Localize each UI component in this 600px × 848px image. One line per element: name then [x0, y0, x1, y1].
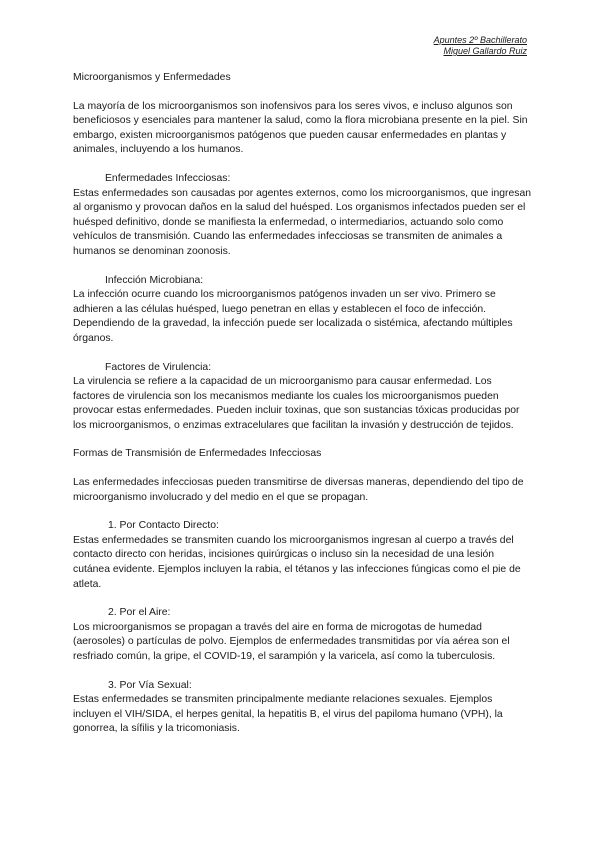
section-virulence-factors — [73, 361, 531, 434]
document-body — [73, 71, 531, 751]
section-microbial-infection — [73, 274, 531, 347]
intro-paragraph-transmission: Las enfermedades infecciosas pueden transmitirse de diversas maneras, dependiendo del tipo de microorganismo involucrado y del medio en el que se propagan. — [73, 477, 524, 503]
paragraph: Estas enfermedades se transmiten principalmente mediante relaciones sexuales. Ejemplos incluyen el VIH/SIDA, el herpes genital, la hepatitis B, el virus del papiloma humano (VPH), la gonorrea, la sífilis y la tricomoniasis. — [73, 694, 503, 735]
section-infectious-diseases — [73, 172, 531, 260]
paragraph: Estas enfermedades son causadas por agentes externos, como los microorganismos, que ingresan al organismo y provocan daños en la salud del huésped. Los organismos infectados pueden ser el huésped definitivo, donde se manifiesta la enfermedad, o intermediarios, actuando solo como vehículos de transmisión. Cuando las enfermedades infecciosas se transmiten de animales a humanos se denominan zoonosis. — [73, 187, 532, 257]
numbered-heading: 3. Por Vía Sexual: — [108, 679, 192, 691]
paragraph: La virulencia se refiere a la capacidad de un microorganismo para causar enfermedad. Los factores de virulencia son los mecanismos mediante los cuales los microorganismos pueden provocar estas enfermedades. Pueden incluir toxinas, que son sustancias tóxicas producidas por los microorganismos, o enzimas extracelulares que facilitan la invasión y destrucción de tejidos. — [73, 376, 520, 431]
subheading: Infección Microbiana: — [105, 274, 204, 286]
subheading: Factores de Virulencia: — [105, 361, 212, 373]
section-title-microorganisms: Microorganismos y Enfermedades — [73, 72, 231, 83]
section-airborne — [73, 606, 531, 664]
section-direct-contact — [73, 519, 531, 592]
header-author: Miguel Gallardo Ruiz — [443, 46, 527, 56]
numbered-heading: 1. Por Contacto Directo: — [108, 520, 219, 532]
section-sexual — [73, 679, 531, 737]
paragraph: Los microorganismos se propagan a través del aire en forma de microgotas de humedad (aerosoles) o partículas de polvo. Ejemplos de enfermedades transmitidas por vía aérea son el resfriado común, la gripe, el COVID-19, el sarampión y la varicela, así como la tuberculosis. — [73, 621, 510, 662]
paragraph: Estas enfermedades se transmiten cuando los microorganismos ingresan al cuerpo a través del contacto directo con heridas, incisiones quirúrgicas o incluso sin la necesidad de una lesión cutánea evidente. Ejemplos incluyen la rabia, el tétanos y las infecciones fúngicas como el pie de atleta. — [73, 534, 521, 590]
paragraph: La infección ocurre cuando los microorganismos patógenos invaden un ser vivo. Primero se adhieren a las células huésped, luego penetran en ellas y establecen el foco de infección. Dependiendo de la gravedad, la infección puede ser localizada o sistémica, afectando múltiples órganos. — [73, 289, 513, 344]
numbered-heading: 2. Por el Aire: — [108, 607, 171, 619]
section-title-transmission: Formas de Transmisión de Enfermedades Infecciosas — [73, 448, 322, 460]
intro-paragraph: La mayoría de los microorganismos son inofensivos para los seres vivos, e incluso algunos son beneficiosos y esenciales para mantener la salud, como la flora microbiana presente en la piel. Sin embargo, existen microorganismos patógenos que pueden causar enfermedades en plantas y animales, incluyendo a los humanos. — [73, 100, 528, 156]
header-course: Apuntes 2º Bachillerato — [433, 35, 527, 45]
subheading: Enfermedades Infecciosas: — [105, 172, 231, 184]
page-header — [434, 35, 527, 57]
